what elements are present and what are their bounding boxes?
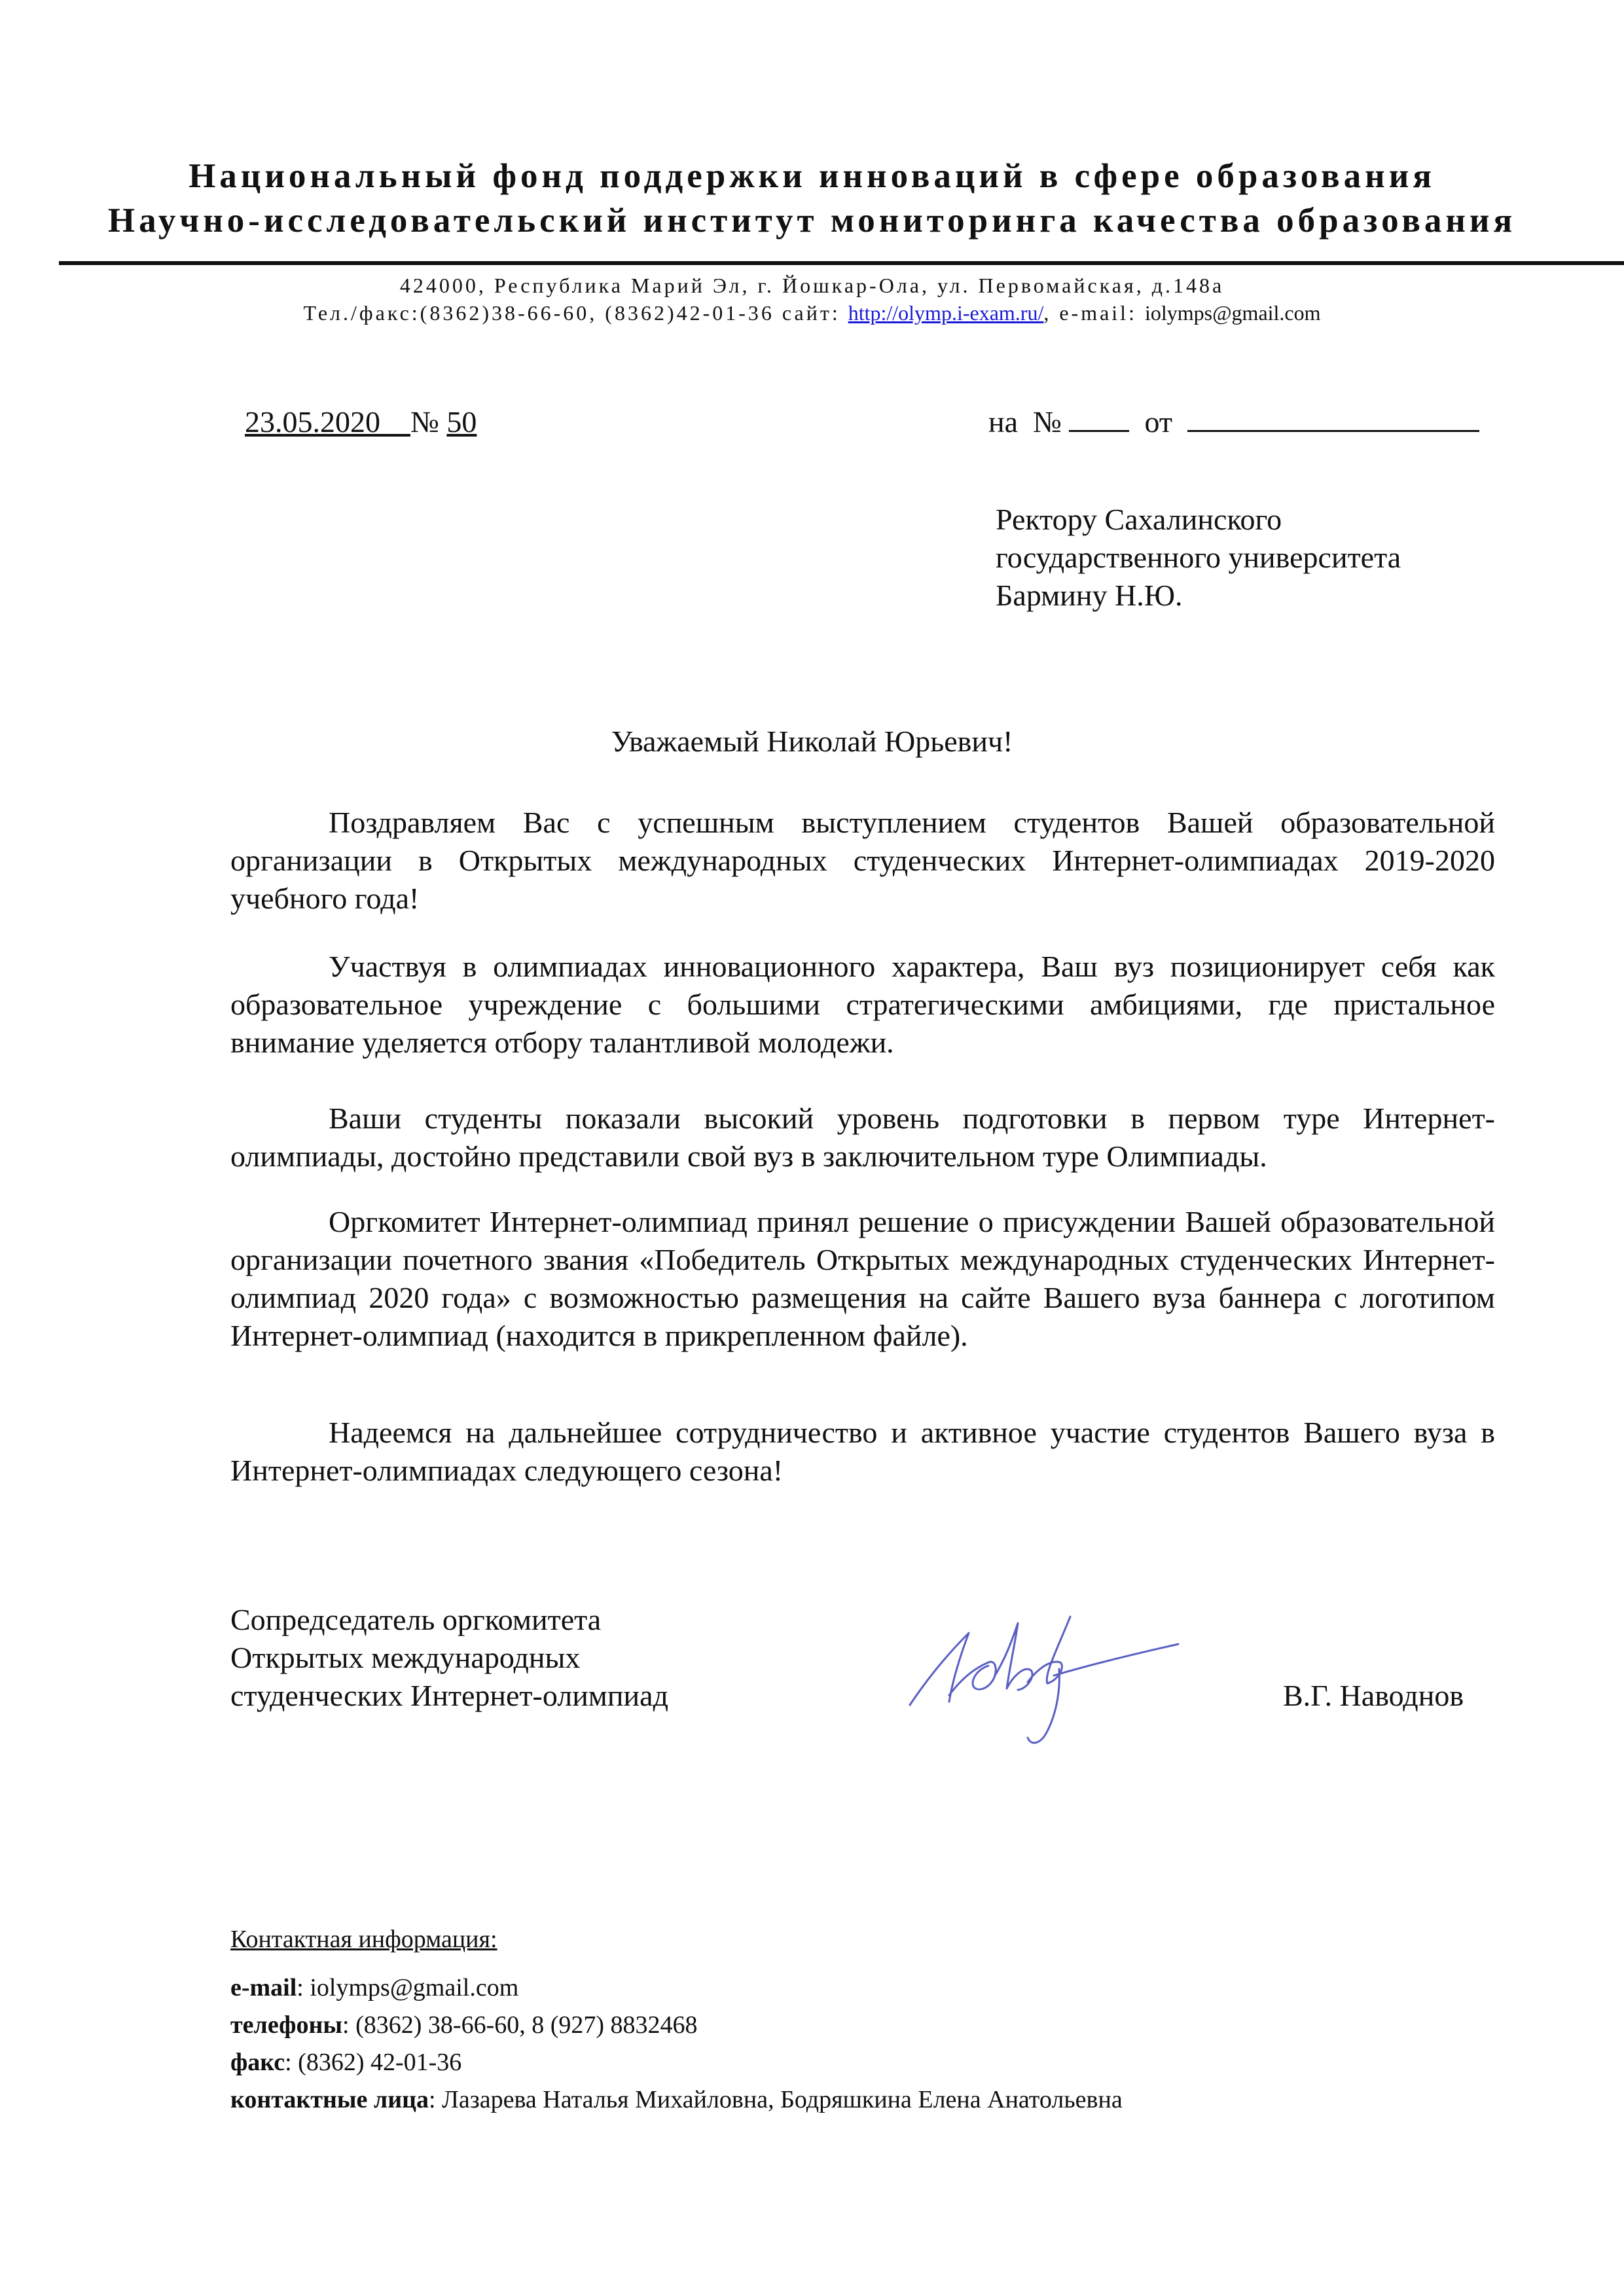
contact-fax-value: : (8362) 42-01-36 xyxy=(285,2049,462,2076)
org-name-line2: Научно-исследовательский институт мониторинга качества образования xyxy=(107,202,1517,240)
recipient-line2: государственного университета xyxy=(996,541,1401,574)
contact-persons-value: : Лазарева Наталья Михайловна, Бодряшкина Елена Анатольевна xyxy=(429,2086,1123,2113)
org-contacts-line xyxy=(0,302,1624,323)
reply-from-label: от xyxy=(1144,405,1172,439)
site-link[interactable]: http://olymp.i-exam.ru/ xyxy=(848,301,1044,325)
body-paragraph-3: Ваши студенты показали высокий уровень подготовки в первом туре Интернет-олимпиады, достойно представили свой вуз в заключительном туре Олимпиады. xyxy=(230,1102,1495,1173)
contact-email xyxy=(230,1975,518,2000)
contact-phones-label: телефоны xyxy=(230,2011,343,2039)
phone-fax-text: Тел./факс:(8362)38-66-60, (8362)42-01-36 сайт: xyxy=(303,301,848,325)
body-paragraph-4: Оргкомитет Интернет-олимпиад принял решение о присуждении Вашей образовательной организации почетного звания «Победитель Открытых международных студенческих Интернет-олимпиад 2020 года» с возможностью размещения на сайте Вашего вуза баннера с логотипом Интернет-олимпиад (находится в прикрепленном файле). xyxy=(230,1205,1495,1352)
contact-fax xyxy=(230,2050,461,2075)
body-paragraph-2: Участвуя в олимпиадах инновационного характера, Ваш вуз позиционирует себя как образовательное учреждение с большими стратегическими амбициями, где пристальное внимание уделяется отбору талантливой молодежи. xyxy=(230,950,1495,1059)
reply-number-sign: № xyxy=(1033,405,1062,439)
recipient-line1: Ректору Сахалинского xyxy=(996,503,1282,536)
reply-date-blank xyxy=(1187,408,1479,432)
reply-on-label: на xyxy=(988,405,1019,439)
body-paragraph-1: Поздравляем Вас с успешным выступлением студентов Вашей образовательной организации в Открытых международных студенческих Интернет-олимпиадах 2019-2020 учебного года! xyxy=(230,806,1495,915)
contact-fax-label: факс xyxy=(230,2049,285,2076)
contact-phones xyxy=(230,2013,698,2037)
outgoing-registry xyxy=(245,407,477,437)
greeting: Уважаемый Николай Юрьевич! xyxy=(611,725,1013,758)
signatory-name: В.Г. Наводнов xyxy=(1283,1679,1464,1712)
email-prefix: , e-mail: xyxy=(1043,301,1145,325)
incoming-registry xyxy=(988,407,1479,437)
signatory-title-line2: Открытых международных xyxy=(230,1641,581,1674)
signatory-title-line1: Сопредседатель оргкомитета xyxy=(230,1603,602,1636)
org-address: 424000, Республика Марий Эл, г. Йошкар-Ола, ул. Первомайская, д.148а xyxy=(399,274,1225,297)
letter-number: 50 xyxy=(446,405,477,439)
handwritten-signature xyxy=(897,1597,1191,1754)
signatory-title xyxy=(230,1601,668,1715)
letter-date: 23.05.2020 xyxy=(245,405,380,439)
contact-email-label: e-mail xyxy=(230,1974,297,2001)
contacts-heading: Контактная информация: xyxy=(230,1926,497,1953)
org-name-line1: Национальный фонд поддержки инноваций в сфере образования xyxy=(189,157,1435,195)
signatory-title-line3: студенческих Интернет-олимпиад xyxy=(230,1679,668,1712)
header-email: iolymps@gmail.com xyxy=(1144,301,1321,325)
header-divider xyxy=(59,261,1624,265)
contact-phones-value: : (8362) 38-66-60, 8 (927) 8832468 xyxy=(342,2011,698,2039)
contact-persons xyxy=(230,2087,1123,2112)
recipient-line3: Бармину Н.Ю. xyxy=(996,579,1183,612)
reply-number-blank xyxy=(1069,408,1129,432)
body-paragraph-5: Надеемся на дальнейшее сотрудничество и активное участие студентов Вашего вуза в Интернет-олимпиадах следующего сезона! xyxy=(230,1416,1495,1487)
recipient-block xyxy=(996,501,1401,615)
number-sign: № xyxy=(410,405,439,439)
contact-persons-label: контактные лица xyxy=(230,2086,429,2113)
contact-email-value: : iolymps@gmail.com xyxy=(297,1974,519,2001)
